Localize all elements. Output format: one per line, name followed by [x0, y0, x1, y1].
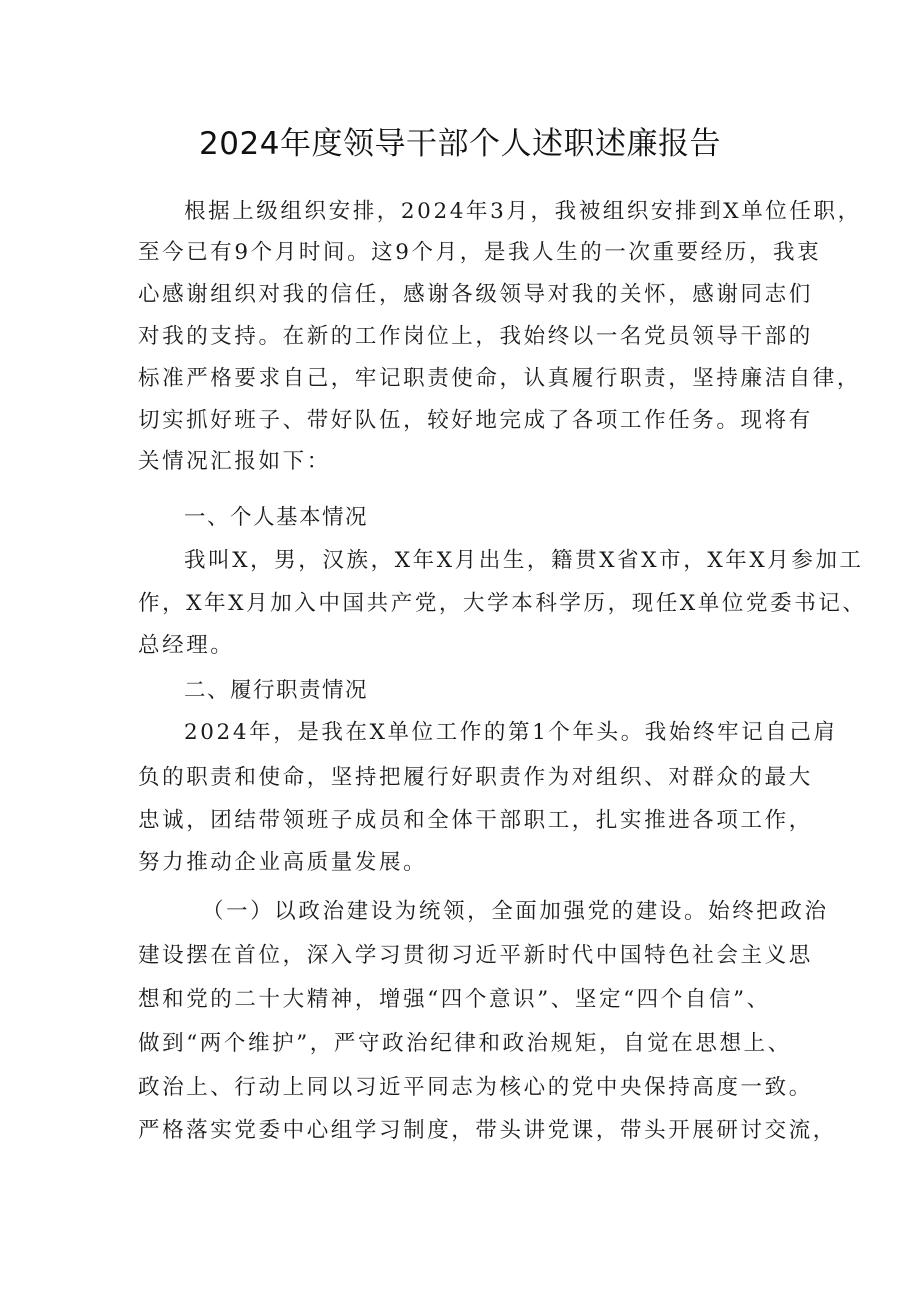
intro-line: 至今已有9个月时间。这9个月，是我人生的一次重要经历，我衷 [138, 240, 822, 265]
section2-line: 努力推动企业高质量发展。 [138, 850, 428, 875]
intro-line: 切实抓好班子、带好队伍，较好地完成了各项工作任务。现将有 [138, 408, 813, 433]
document-title: 2024年度领导干部个人述职述廉报告 [199, 126, 721, 162]
subsection1-line: 想和党的二十大精神，增强“四个意识”、坚定“四个自信”、 [138, 987, 771, 1012]
section1-line: 作，X年X月加入中国共产党，大学本科学历，现任X单位党委书记、 [138, 591, 867, 616]
section-heading-duties: 二、履行职责情况 [184, 678, 369, 703]
subsection1-line: （一）以政治建设为统领，全面加强党的建设。始终把政治 [202, 899, 829, 924]
intro-line: 标准严格要求自己，牢记职责使命，认真履行职责，坚持廉洁自律， [138, 366, 862, 391]
intro-line: 关情况汇报如下： [138, 449, 331, 474]
intro-line: 根据上级组织安排，2024年3月，我被组织安排到X单位任职， [184, 199, 862, 224]
subsection1-line: 做到“两个维护”，严守政治纪律和政治规矩，自觉在思想上、 [138, 1031, 792, 1056]
section2-line: 负的职责和使命，坚持把履行好职责作为对组织、对群众的最大 [138, 765, 813, 790]
subsection1-line: 建设摆在首位，深入学习贯彻习近平新时代中国特色社会主义思 [138, 943, 813, 968]
section2-line: 2024年，是我在X单位工作的第1个年头。我始终牢记自己肩 [184, 720, 838, 745]
section2-line: 忠诚，团结带领班子成员和全体干部职工，扎实推进各项工作， [138, 808, 813, 833]
section-heading-basic-info: 一、个人基本情况 [184, 505, 369, 530]
section1-line: 总经理。 [138, 633, 235, 658]
subsection1-line: 政治上、行动上同以习近平同志为核心的党中央保持高度一致。 [138, 1075, 813, 1100]
intro-line: 对我的支持。在新的工作岗位上，我始终以一名党员领导干部的 [138, 324, 813, 349]
section1-line: 我叫X，男，汉族，X年X月出生，籍贯X省X市，X年X月参加工 [184, 548, 864, 573]
subsection1-line: 严格落实党委中心组学习制度，带头讲党课，带头开展研讨交流， [138, 1118, 837, 1143]
intro-line: 心感谢组织对我的信任，感谢各级领导对我的关怀，感谢同志们 [138, 282, 813, 307]
